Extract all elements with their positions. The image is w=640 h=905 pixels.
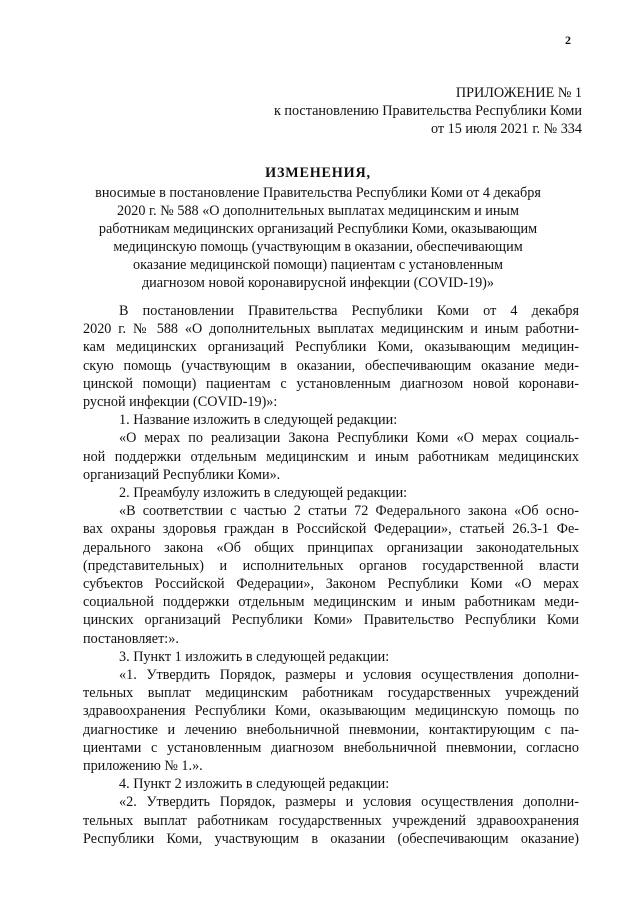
- body-line: дерального закона «Об общих принципах организации законодательных: [83, 539, 579, 556]
- body-line: Республики Коми, участвующим в оказании (обеспечивающим оказание): [83, 830, 579, 847]
- body-line: тельных выплат медицинским работникам государственных учреждений: [83, 685, 579, 702]
- body-line: здравоохранения Республики Коми, оказывающим медицинскую помощь по: [83, 703, 579, 720]
- appendix-date: от 15 июля 2021 г. № 334: [431, 121, 582, 137]
- subtitle-line: оказание медицинской помощи) пациентам с установленным: [133, 257, 503, 273]
- body-line: 2. Преамбулу изложить в следующей редакции:: [119, 485, 408, 502]
- document-body: [83, 302, 579, 848]
- body-line: (представительных) и исполнительных органов государственной власти: [83, 557, 579, 574]
- body-line: 2020 г. № 588 «О дополнительных выплатах медицинским и иным работни-: [83, 321, 579, 338]
- subtitle-line: медицинскую помощь (участвующим в оказании, обеспечивающим: [113, 239, 523, 255]
- body-line: «2. Утвердить Порядок, размеры и условия осуществления дополни-: [119, 794, 579, 811]
- body-line: диагностике и лечению внебольничной пневмонии, контактирующим с па-: [83, 721, 579, 738]
- body-line: циентами с установленным диагнозом внебольничной пневмонии, согласно: [83, 739, 579, 756]
- appendix-reference: к постановлению Правительства Республики Коми: [273, 103, 582, 119]
- body-line: социальной поддержки отдельным медицинским и иным работникам меди-: [83, 594, 579, 611]
- body-line: «1. Утвердить Порядок, размеры и условия осуществления дополни-: [119, 667, 579, 684]
- document-heading: ИЗМЕНЕНИЯ,: [265, 165, 371, 181]
- body-line: постановляет:».: [83, 630, 179, 647]
- appendix-title: ПРИЛОЖЕНИЕ № 1: [455, 85, 582, 101]
- body-line: приложению № 1.».: [83, 758, 203, 775]
- appendix-block: [274, 84, 582, 138]
- body-line: тельных выплат работникам государственных учреждений здравоохранения: [83, 812, 579, 829]
- page-number: 2: [565, 33, 571, 47]
- body-line: субъектов Российской Федерации», Законом Республики Коми «О мерах: [83, 576, 579, 593]
- body-line: 1. Название изложить в следующей редакции:: [119, 412, 398, 429]
- body-line: организаций Республики Коми».: [83, 466, 281, 483]
- body-line: 4. Пункт 2 изложить в следующей редакции:: [119, 776, 390, 793]
- subtitle-line: вносимые в постановление Правительства Республики Коми от 4 декабря: [95, 185, 541, 201]
- body-line: В постановлении Правительства Республики Коми от 4 декабря: [119, 303, 579, 319]
- subtitle-line: диагнозом новой коронавирусной инфекции (COVID-19)»: [141, 275, 495, 291]
- body-line: цинской помощи) пациентам с установленным диагнозом новой коронави-: [83, 375, 579, 392]
- body-line: ной поддержки отдельным медицинским и иным работникам медицинских: [83, 448, 579, 465]
- body-line: вах охраны здоровья граждан в Российской Федерации», статьей 26.3-1 Фе-: [83, 521, 579, 538]
- body-line: «В соответствии с частью 2 статьи 72 Федерального закона «Об осно-: [119, 503, 579, 520]
- body-line: «О мерах по реализации Закона Республики Коми «О мерах социаль-: [119, 430, 579, 447]
- body-line: русной инфекции (COVID-19)»:: [83, 394, 278, 411]
- body-line: цинских организаций Республики Коми» Правительство Республики Коми: [83, 612, 579, 629]
- body-line: 3. Пункт 1 изложить в следующей редакции:: [119, 648, 390, 665]
- subtitle-line: 2020 г. № 588 «О дополнительных выплатах медицинским и иным: [117, 203, 519, 219]
- body-line: скую помощь (участвующим в оказании, обеспечивающим оказание меди-: [83, 357, 579, 374]
- document-subtitle: [60, 184, 576, 292]
- body-line: кам медицинских организаций Республики Коми, оказывающим медицин-: [83, 339, 579, 356]
- subtitle-line: работникам медицинских организаций Республики Коми, оказывающим: [98, 221, 538, 237]
